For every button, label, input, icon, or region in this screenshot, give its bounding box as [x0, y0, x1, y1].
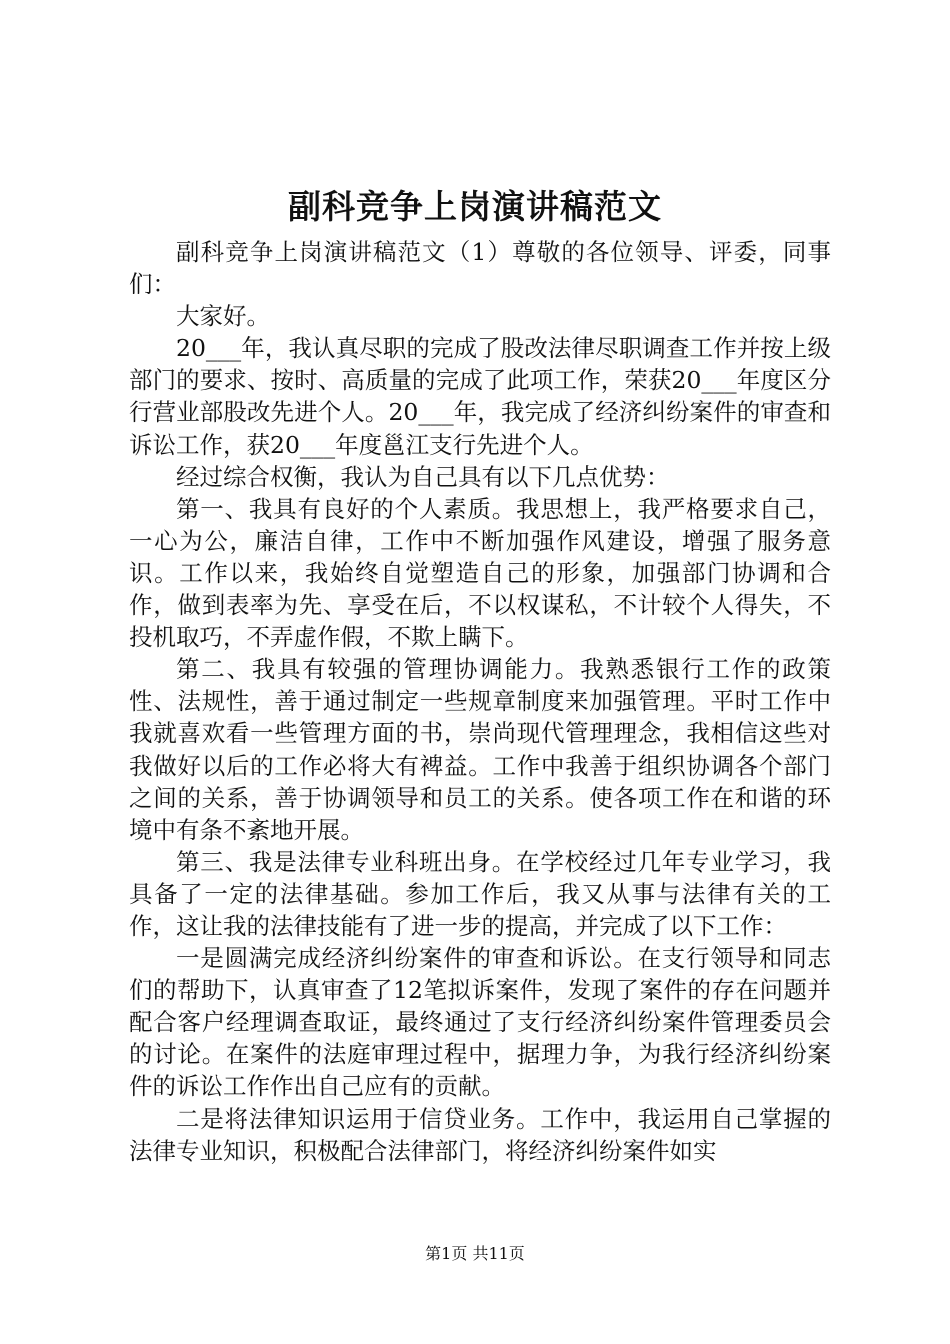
paragraph-advantages-intro: 经过综合权衡，我认为自己具有以下几点优势：: [176, 462, 670, 491]
document-title: 副科竞争上岗演讲稿范文: [288, 187, 662, 226]
paragraph-second-advantage: 第二、我具有较强的管理协调能力。我熟悉银行工作的政策性、法规性，善于通过制定一些规章制度来加强管理。平时工作中我就喜欢看一些管理方面的书，崇尚现代管理理念，我相信这些对我做好以后的工作必将大有裨益。工作中我善于组织协调各个部门之间的关系，善于协调领导和员工的关系。使各项工作在和谐的环境中有条不紊地开展。: [129, 655, 831, 844]
paragraph-work-item-one: 一是圆满完成经济纠纷案件的审查和诉讼。在支行领导和同志们的帮助下，认真审查了12笔拟诉案件，发现了案件的存在问题并配合客户经理调查取证，最终通过了支行经济纠纷案件管理委员会的讨论。在案件的法庭审理过程中，据理力争，为我行经济纠纷案件的诉讼工作作出自己应有的贡献。: [129, 944, 831, 1101]
paragraph-third-advantage: 第三、我是法律专业科班出身。在学校经过几年专业学习，我具备了一定的法律基础。参加工作后，我又从事与法律有关的工作，这让我的法律技能有了进一步的提高，并完成了以下工作：: [129, 847, 831, 940]
paragraph-hello: 大家好。: [176, 302, 270, 331]
paragraph-work-item-two: 二是将法律知识运用于信贷业务。工作中，我运用自己掌握的法律专业知识，积极配合法律部门，将经济纠纷案件如实: [129, 1104, 831, 1165]
paragraph-greeting: 副科竞争上岗演讲稿范文（1）尊敬的各位领导、评委，同事们：: [129, 238, 831, 299]
paragraph-first-advantage: 第一、我具有良好的个人素质。我思想上，我严格要求自己，一心为公，廉洁自律，工作中不断加强作风建设，增强了服务意识。工作以来，我始终自觉塑造自己的形象，加强部门协调和合作，做到表率为先、享受在后，不以权谋私，不计较个人得失，不投机取巧，不弄虚作假，不欺上瞒下。: [129, 494, 831, 652]
page-footer: 第1页 共11页: [425, 1244, 525, 1263]
document-body: [129, 236, 831, 1167]
paragraph-achievements: 20___年，我认真尽职的完成了股改法律尽职调查工作并按上级部门的要求、按时、高质量的完成了此项工作，荣获20___年度区分行营业部股改先进个人。20___年，我完成了经济纠纷案件的审查和诉讼工作，获20___年度邕江支行先进个人。: [129, 334, 831, 459]
